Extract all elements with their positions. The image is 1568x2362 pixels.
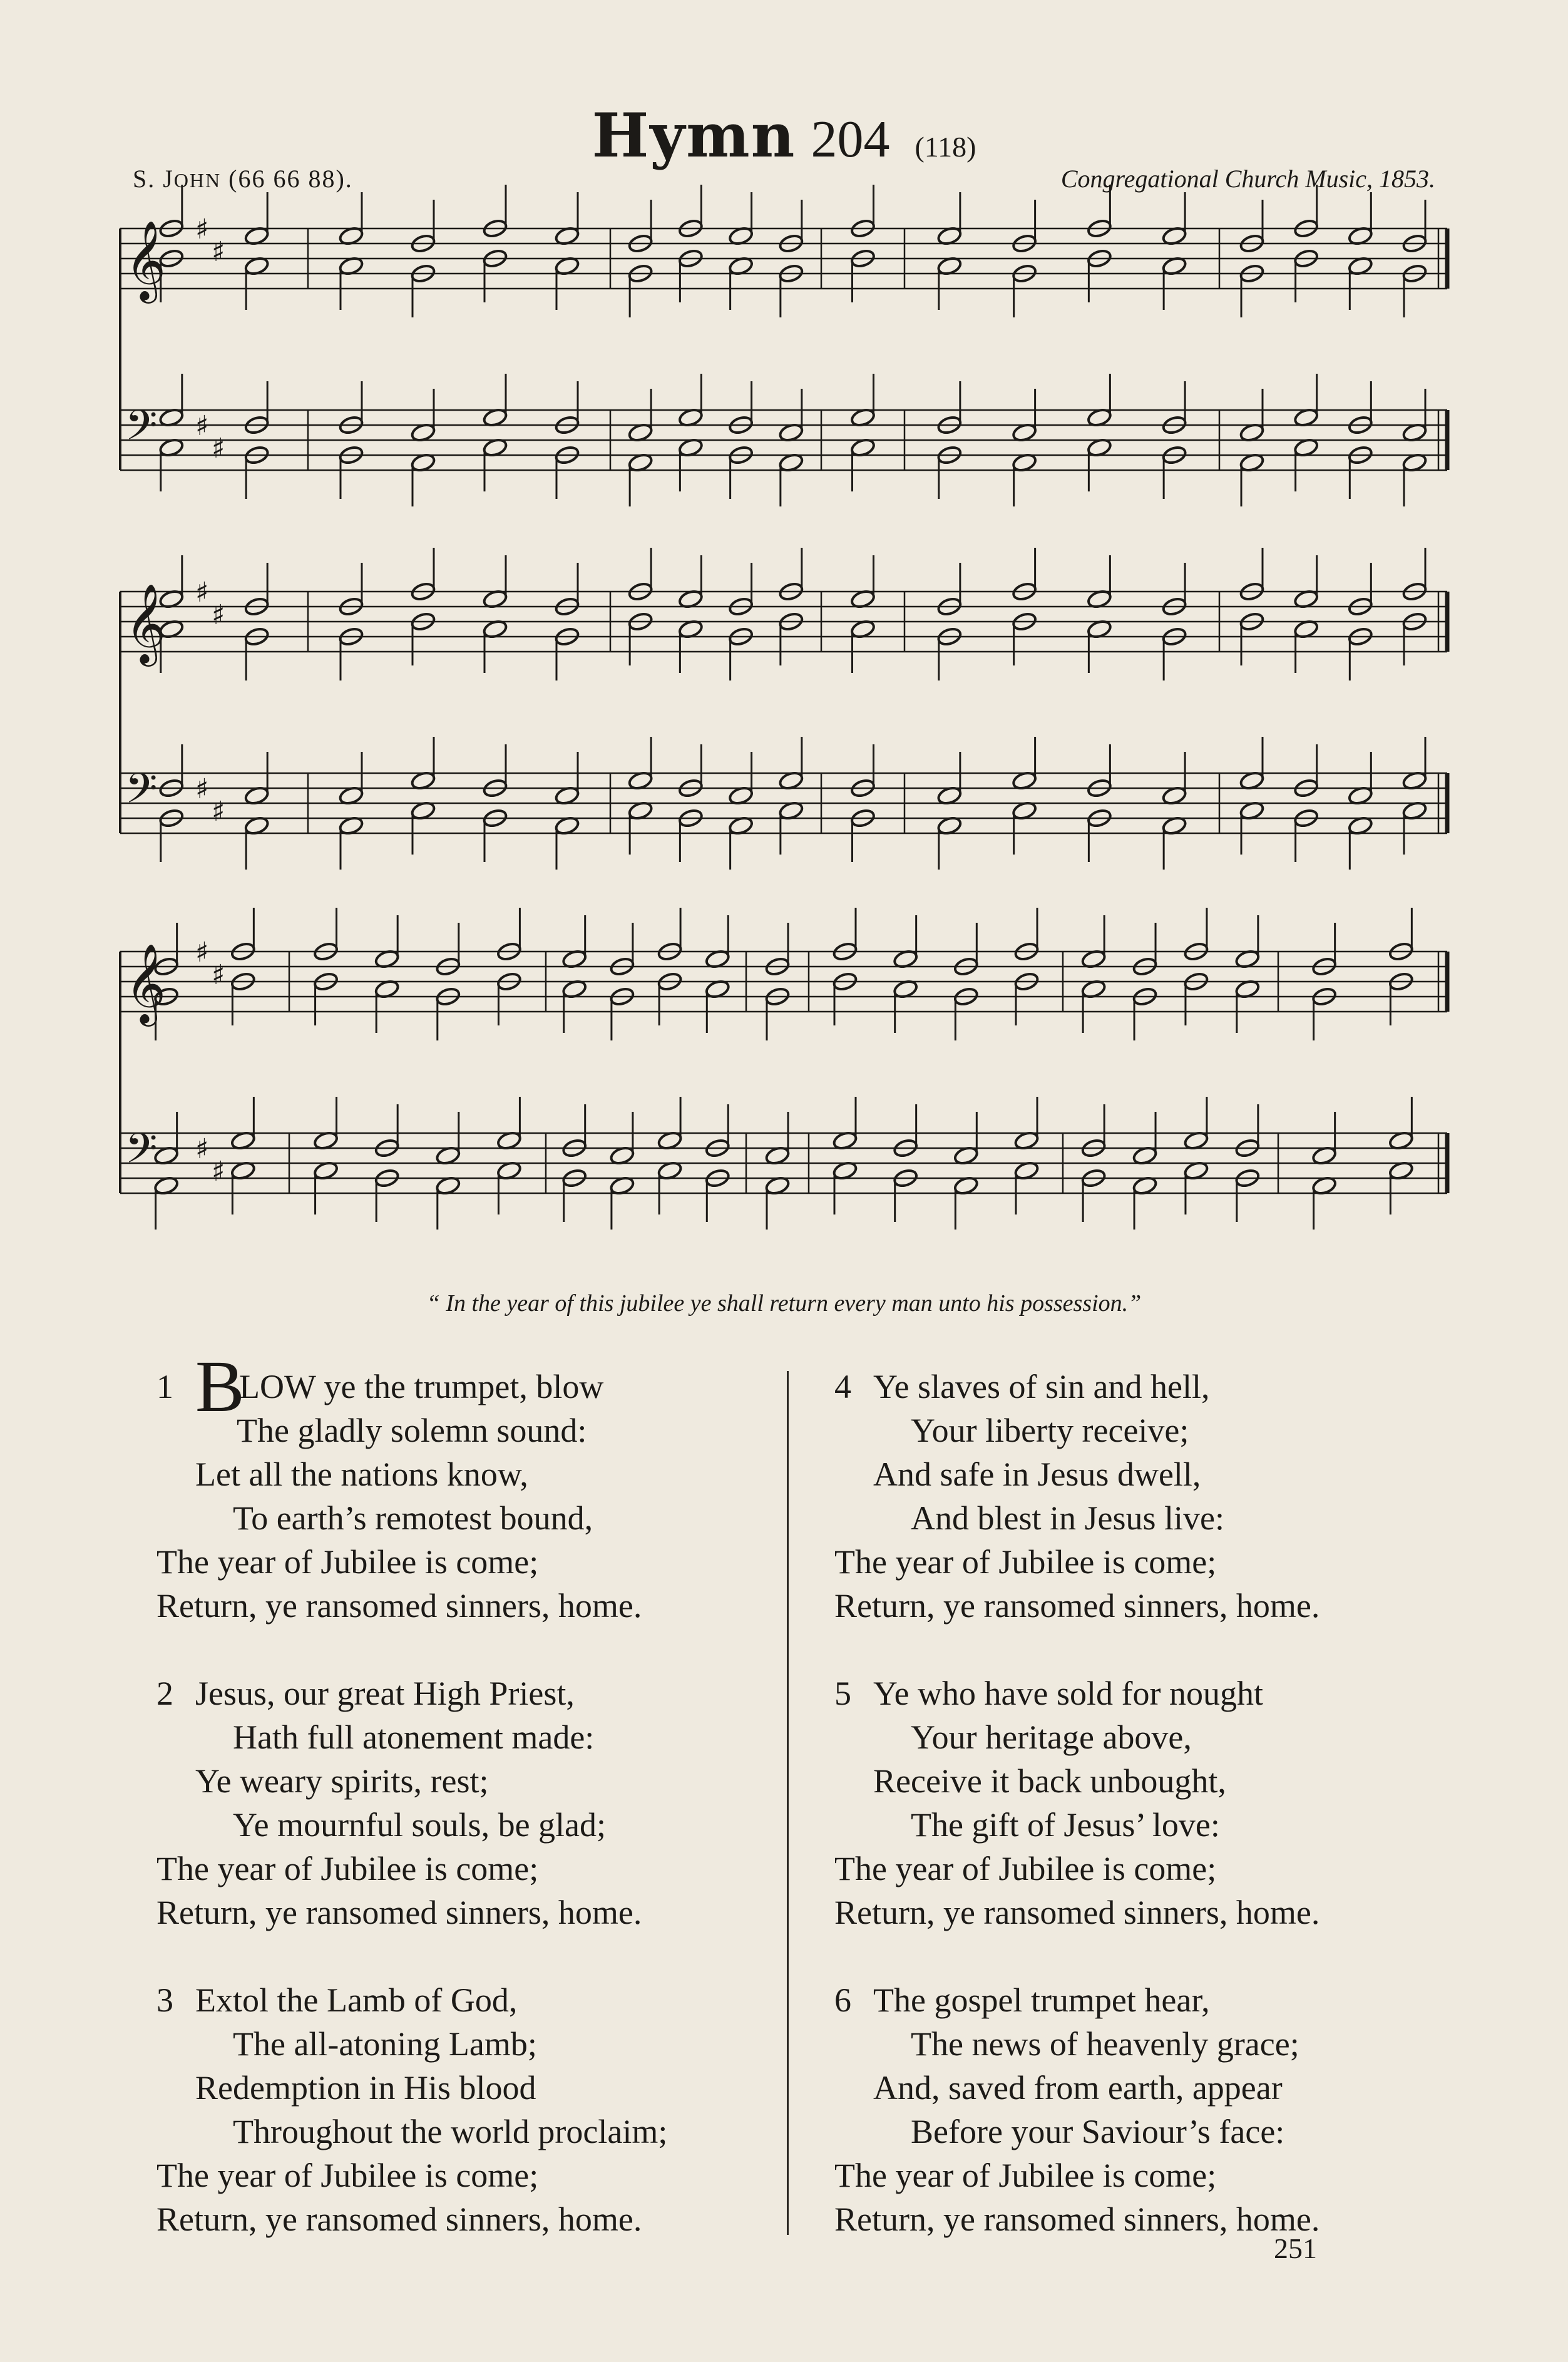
sharp-icon: ♯ xyxy=(195,773,209,805)
bass-clef-icon: 𝄢 xyxy=(125,1124,158,1183)
verse-number: 2 xyxy=(156,1675,173,1712)
verse-line: The year of Jubilee is come; xyxy=(834,2157,1217,2194)
verse-line: Throughout the world proclaim; xyxy=(233,2113,668,2150)
treble-clef-icon: 𝄞 xyxy=(125,943,167,1023)
verse-line: 1 BLOW ye the trumpet, blow xyxy=(156,1345,604,1427)
verse-line: The year of Jubilee is come; xyxy=(156,2157,539,2194)
verse-line: The year of Jubilee is come; xyxy=(156,1850,539,1887)
treble-clef-icon: 𝄞 xyxy=(125,583,167,663)
sharp-icon: ♯ xyxy=(212,599,225,631)
sharp-icon: ♯ xyxy=(195,1133,209,1165)
verse-line: Return, ye ransomed sinners, home. xyxy=(156,1894,642,1931)
treble-clef-icon: 𝄞 xyxy=(125,220,167,300)
verse-line: Redemption in His blood xyxy=(195,2069,536,2107)
verse-line: Ye mournful souls, be glad; xyxy=(233,1806,607,1844)
hymn-number: 204 xyxy=(811,110,890,168)
verses-left-column xyxy=(156,1345,764,2285)
verse-number: 3 xyxy=(156,1981,173,2019)
alt-hymn-number: (118) xyxy=(915,131,976,163)
verse-line: The news of heavenly grace; xyxy=(911,2025,1299,2063)
verse-line: Ye weary spirits, rest; xyxy=(195,1762,489,1800)
sharp-icon: ♯ xyxy=(195,577,209,608)
sharp-icon: ♯ xyxy=(212,433,225,465)
verse-line: Return, ye ransomed sinners, home. xyxy=(156,2200,642,2238)
verse-line: Hath full atonement made: xyxy=(233,1718,595,1756)
verse-line: Your liberty receive; xyxy=(911,1412,1189,1449)
verse-1 xyxy=(156,1345,764,1628)
verse-line: And blest in Jesus live: xyxy=(911,1499,1224,1537)
verse-number: 5 xyxy=(834,1675,851,1712)
verse-6 xyxy=(834,1978,1460,2241)
sharp-icon: ♯ xyxy=(212,1156,225,1188)
bass-clef-icon: 𝄢 xyxy=(125,764,158,823)
verse-line: 2 Jesus, our great High Priest, xyxy=(156,1671,764,1715)
verse-line: Return, ye ransomed sinners, home. xyxy=(834,1587,1320,1625)
verse-line: Return, ye ransomed sinners, home. xyxy=(834,1894,1320,1931)
verse-line: The year of Jubilee is come; xyxy=(834,1850,1217,1887)
verses-right-column xyxy=(834,1365,1460,2285)
tune-meter: (66 66 88). xyxy=(228,165,353,193)
sharp-icon: ♯ xyxy=(195,937,209,968)
sharp-icon: ♯ xyxy=(212,236,225,268)
verse-2 xyxy=(156,1671,764,1934)
sharp-icon: ♯ xyxy=(212,796,225,828)
verse-line: The gift of Jesus’ love: xyxy=(911,1806,1220,1844)
column-divider xyxy=(787,1371,789,2235)
verse-line: The all-atoning Lamb; xyxy=(233,2025,537,2063)
verse-3 xyxy=(156,1978,764,2241)
verse-line: Let all the nations know, xyxy=(195,1456,528,1493)
epigraph: “ In the year of this jubilee ye shall return every man unto his possession.” xyxy=(426,1290,1142,1317)
verse-line: 5 Ye who have sold for nought xyxy=(834,1671,1460,1715)
drop-cap: B xyxy=(195,1345,245,1427)
bass-clef-icon: 𝄢 xyxy=(125,401,158,460)
verse-line: And safe in Jesus dwell, xyxy=(873,1456,1201,1493)
verse-5 xyxy=(834,1671,1460,1934)
verse-line: Return, ye ransomed sinners, home. xyxy=(156,1587,642,1625)
verse-number: 4 xyxy=(834,1368,851,1405)
verse-4 xyxy=(834,1365,1460,1628)
verse-line: Before your Saviour’s face: xyxy=(911,2113,1285,2150)
verse-line: Your heritage above, xyxy=(911,1718,1192,1756)
verse-line: And, saved from earth, appear xyxy=(873,2069,1283,2107)
verse-line: Return, ye ransomed sinners, home. xyxy=(834,2200,1320,2238)
verse-number: 1 xyxy=(156,1368,173,1405)
sharp-icon: ♯ xyxy=(195,213,209,245)
verse-line: 6 The gospel trumpet hear, xyxy=(834,1978,1460,2022)
verse-line: To earth’s remotest bound, xyxy=(233,1499,593,1537)
tune-name-initial: S. J xyxy=(133,165,174,193)
sharp-icon: ♯ xyxy=(195,410,209,442)
verse-line: The gladly solemn sound: xyxy=(237,1412,587,1449)
verse-line: The year of Jubilee is come; xyxy=(156,1543,539,1581)
title-word: Hymn xyxy=(592,100,796,171)
page-number: 251 xyxy=(1274,2232,1317,2264)
verse-line: 3 Extol the Lamb of God, xyxy=(156,1978,764,2022)
sharp-icon: ♯ xyxy=(212,959,225,991)
verse-line: Receive it back unbought, xyxy=(873,1762,1226,1800)
verse-line: 4 Ye slaves of sin and hell, xyxy=(834,1365,1460,1409)
verse-number: 6 xyxy=(834,1981,851,2019)
tune-source: Congregational Church Music, 1853. xyxy=(1060,165,1435,193)
tune-name-rest: OHN xyxy=(173,169,222,192)
verse-line: The year of Jubilee is come; xyxy=(834,1543,1217,1581)
